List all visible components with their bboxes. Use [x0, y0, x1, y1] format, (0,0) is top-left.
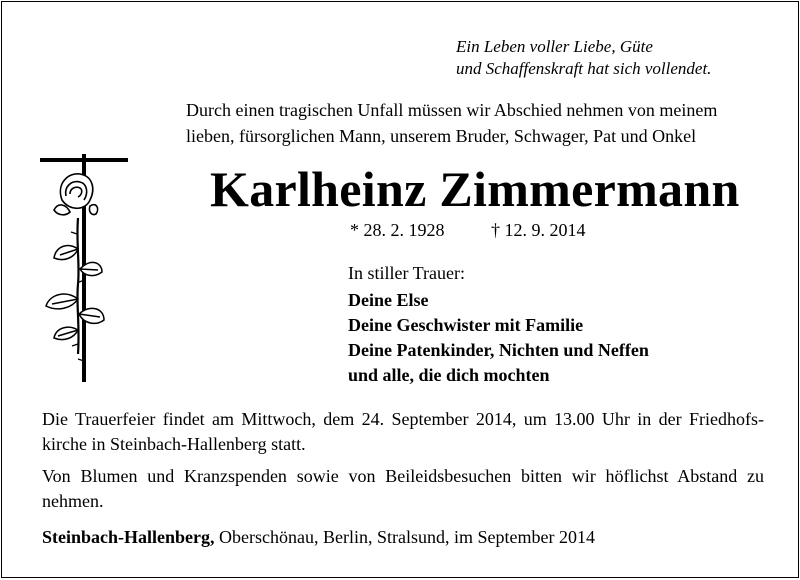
mourners-list: [348, 288, 649, 388]
place-rest: Oberschönau, Berlin, Stralsund, im September 2014: [214, 527, 595, 547]
cross-with-rose-icon: [40, 154, 132, 386]
mourner-line: Deine Patenkinder, Nichten und Neffen: [348, 340, 649, 360]
motto-line-1: Ein Leben voller Liebe, Güte: [456, 37, 653, 56]
intro-line-1: Durch einen tragischen Unfall müssen wir Abschied nehmen von meinem: [186, 100, 718, 120]
death-date: † 12. 9. 2014: [491, 220, 586, 240]
place-and-date: [42, 525, 595, 550]
obituary-notice: [1, 1, 799, 578]
funeral-text: Die Trauerfeier findet am Mittwoch, dem 24. September 2014, um 13.00 Uhr in der Friedhofs-kirche in Steinbach-Hallenberg statt.: [42, 409, 764, 454]
birth-date: * 28. 2. 1928: [350, 220, 445, 240]
intro-text: [186, 97, 766, 149]
motto: [456, 36, 756, 80]
mourning-label: In stiller Trauer:: [348, 263, 465, 283]
intro-line-2: lieben, fürsorglichen Mann, unserem Bruder, Schwager, Pat und Onkel: [186, 126, 697, 146]
deceased-name: Karlheinz Zimmermann: [210, 161, 740, 217]
service-info: [42, 407, 764, 521]
place-primary: Steinbach-Hallenberg,: [42, 527, 215, 547]
life-dates: [350, 218, 586, 242]
mourner-line: und alle, die dich mochten: [348, 365, 550, 385]
motto-line-2: und Schaffenskraft hat sich vollendet.: [456, 59, 712, 78]
mourner-line: Deine Geschwister mit Familie: [348, 315, 584, 335]
mourner-line: Deine Else: [348, 290, 429, 310]
flowers-text: Von Blumen und Kranzspenden sowie von Beileidsbesuchen bitten wir höflichst Abstand zu nehmen.: [42, 466, 764, 511]
